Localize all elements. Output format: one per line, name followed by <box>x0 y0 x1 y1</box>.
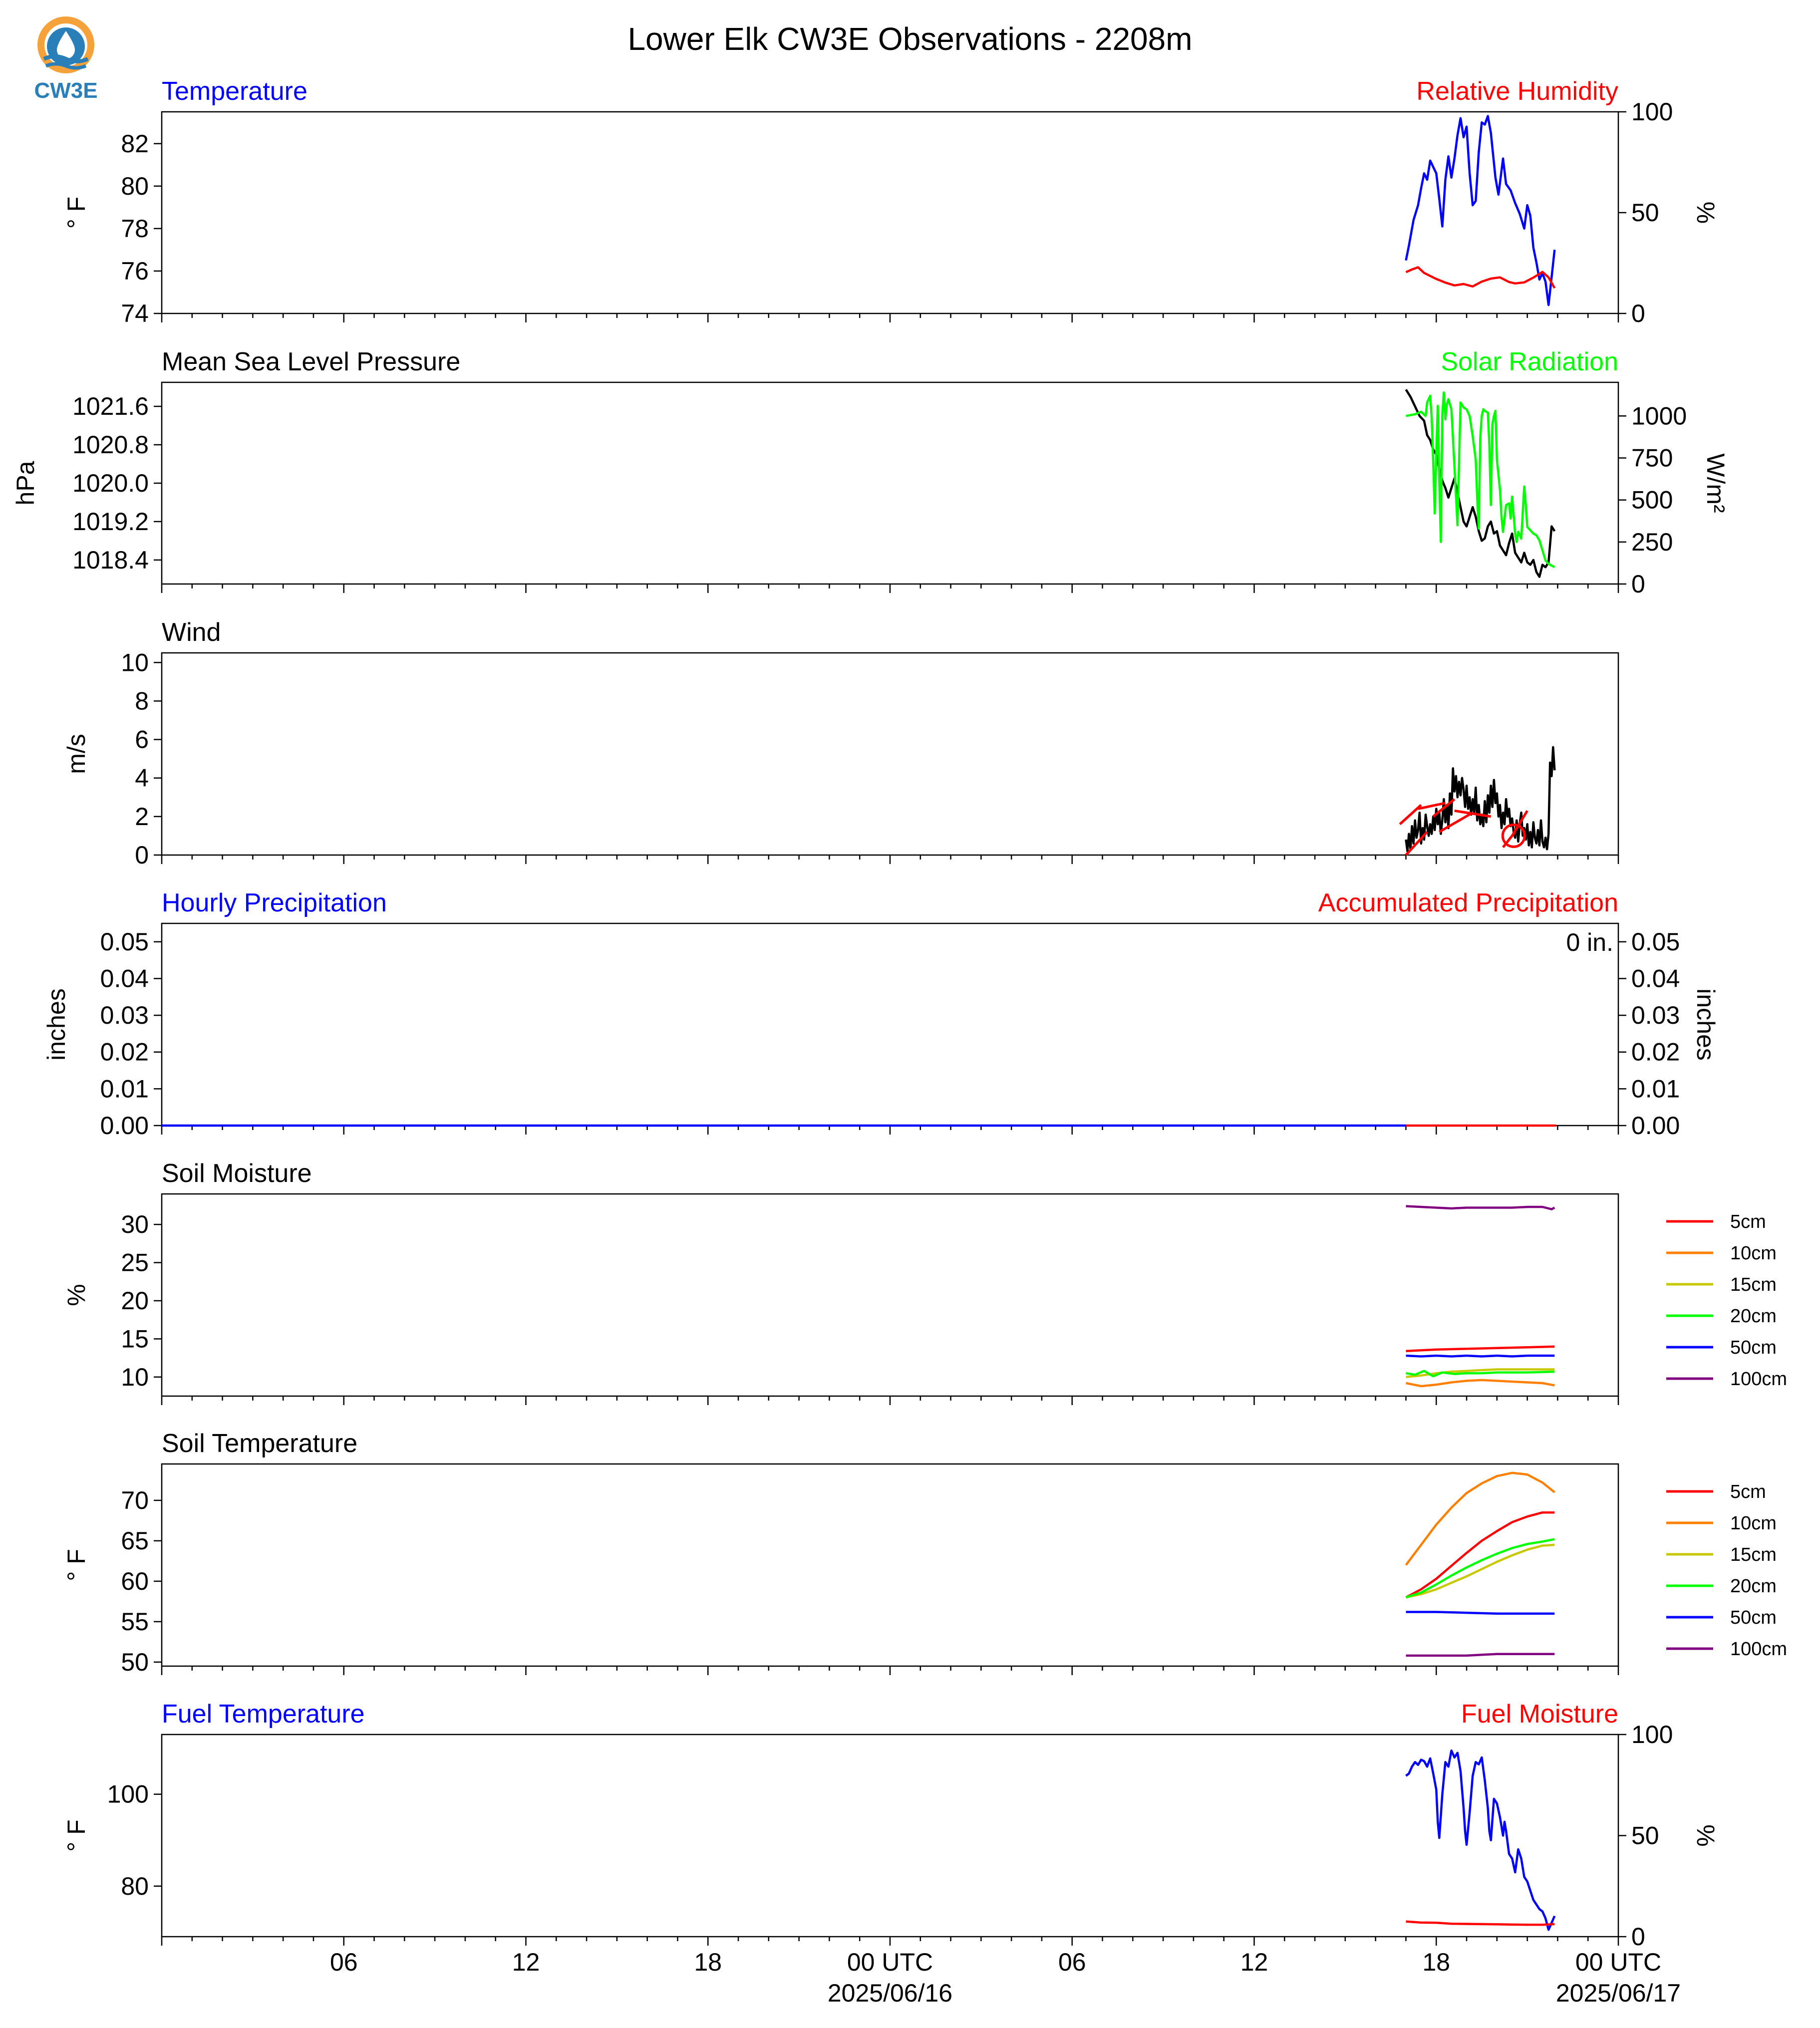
y2-axis-label: W/m² <box>1702 453 1730 513</box>
panel-right-title: Solar Radiation <box>1441 347 1618 376</box>
x-date-label: 2025/06/16 <box>827 1979 953 2007</box>
plot-frame <box>162 653 1618 855</box>
y2-tick-label: 750 <box>1631 444 1673 472</box>
y2-tick-label: 0.03 <box>1631 1001 1680 1030</box>
legend-label-50cm: 50cm <box>1730 1607 1777 1628</box>
wind-barb <box>1418 803 1446 809</box>
x-tick-label: 00 UTC <box>1575 1948 1662 1976</box>
y2-tick-label: 250 <box>1631 528 1673 556</box>
time-axis <box>330 1948 1681 2007</box>
series-line-0 <box>1406 1750 1555 1930</box>
panel-pressure_solar <box>11 347 1730 598</box>
y-tick-label: 1020.8 <box>72 431 149 459</box>
y2-tick-label: 50 <box>1631 199 1659 227</box>
figure-title: Lower Elk CW3E Observations - 2208m <box>627 21 1193 57</box>
y-tick-label: 1020.0 <box>72 469 149 497</box>
series-line-5cm <box>1406 1512 1555 1597</box>
y2-tick-label: 500 <box>1631 486 1673 514</box>
plot-frame <box>162 382 1618 584</box>
legend-label-15cm: 15cm <box>1730 1544 1777 1565</box>
legend-label-50cm: 50cm <box>1730 1337 1777 1358</box>
logo-text: CW3E <box>34 78 98 103</box>
panel-left-title: Temperature <box>162 77 307 106</box>
panel-wind <box>62 618 1618 869</box>
panel-right-title: Relative Humidity <box>1416 77 1618 106</box>
panel-right-title: Accumulated Precipitation <box>1318 888 1618 917</box>
panels <box>11 77 1787 1951</box>
y-tick-label: 10 <box>121 1363 149 1391</box>
series-line-1 <box>1406 1922 1555 1925</box>
panel-temp_rh <box>62 77 1720 327</box>
y-tick-label: 0.04 <box>100 964 149 993</box>
y2-tick-label: 100 <box>1631 98 1673 126</box>
y-tick-label: 1019.2 <box>72 507 149 536</box>
y-tick-label: 25 <box>121 1248 149 1277</box>
y-tick-label: 50 <box>121 1648 149 1676</box>
legend-label-10cm: 10cm <box>1730 1513 1777 1534</box>
y-tick-label: 2 <box>135 802 149 831</box>
y-tick-label: 0.03 <box>100 1001 149 1030</box>
y-tick-label: 100 <box>107 1780 149 1808</box>
legend-label-5cm: 5cm <box>1730 1481 1766 1502</box>
panel-fuel <box>62 1700 1720 1951</box>
y-tick-label: 80 <box>121 172 149 200</box>
y-tick-label: 78 <box>121 214 149 243</box>
y-tick-label: 8 <box>135 687 149 715</box>
y2-axis-label: % <box>1692 1824 1720 1847</box>
y2-tick-label: 0.00 <box>1631 1112 1680 1140</box>
series-line-100cm <box>1406 1654 1555 1656</box>
y-tick-label: 0.05 <box>100 927 149 956</box>
panel-left-title: Wind <box>162 618 221 647</box>
x-tick-label: 06 <box>329 1948 358 1976</box>
y-tick-label: 74 <box>121 299 149 327</box>
panel-left-title: Fuel Temperature <box>162 1700 365 1729</box>
y2-tick-label: 0 <box>1631 299 1645 327</box>
y2-axis-label: inches <box>1692 988 1720 1061</box>
plot-frame <box>162 112 1618 313</box>
y2-tick-label: 0.04 <box>1631 964 1680 993</box>
plot-frame <box>162 923 1618 1126</box>
y-axis-label: ° F <box>62 1819 90 1852</box>
y-axis-label: m/s <box>62 734 90 774</box>
series-line-0 <box>1406 747 1555 851</box>
legend-label-100cm: 100cm <box>1730 1369 1788 1390</box>
y-tick-label: 0.00 <box>100 1112 149 1140</box>
panel-soil_moisture <box>62 1159 1787 1405</box>
y2-tick-label: 0.01 <box>1631 1075 1680 1103</box>
series-line-0 <box>1406 116 1555 305</box>
plot-frame <box>162 1464 1618 1666</box>
legend <box>1666 1481 1787 1660</box>
y-tick-label: 70 <box>121 1486 149 1514</box>
y-tick-label: 65 <box>121 1526 149 1555</box>
y-tick-label: 82 <box>121 129 149 158</box>
y-tick-label: 80 <box>121 1872 149 1900</box>
plot-frame <box>162 1194 1618 1396</box>
y-axis-label: ° F <box>62 1549 90 1581</box>
y-tick-label: 60 <box>121 1567 149 1595</box>
x-tick-label: 00 UTC <box>847 1948 933 1976</box>
y2-tick-label: 50 <box>1631 1821 1659 1850</box>
legend <box>1666 1211 1787 1390</box>
series-line-5cm <box>1406 1347 1555 1351</box>
y-tick-label: 0.01 <box>100 1075 149 1103</box>
legend-label-10cm: 10cm <box>1730 1243 1777 1264</box>
y-axis-label: ° F <box>62 196 90 229</box>
y-tick-label: 0 <box>135 841 149 869</box>
series-line-50cm <box>1406 1612 1555 1614</box>
series-line-1 <box>1406 392 1555 567</box>
x-tick-label: 18 <box>694 1948 722 1976</box>
y2-tick-label: 0 <box>1631 1923 1645 1951</box>
y-tick-label: 1018.4 <box>72 546 149 574</box>
y2-tick-label: 100 <box>1631 1721 1673 1748</box>
series-line-10cm <box>1406 1473 1555 1565</box>
legend-label-15cm: 15cm <box>1730 1274 1777 1295</box>
panel-precip <box>42 888 1720 1140</box>
y-axis-label: inches <box>42 988 70 1061</box>
y-tick-label: 15 <box>121 1325 149 1353</box>
y-tick-label: 20 <box>121 1286 149 1315</box>
y-tick-label: 76 <box>121 257 149 285</box>
y-tick-label: 1021.6 <box>72 392 149 421</box>
x-date-label: 2025/06/17 <box>1555 1979 1681 2007</box>
y2-axis-label: % <box>1692 201 1720 224</box>
y2-tick-label: 1000 <box>1631 402 1687 430</box>
x-tick-label: 06 <box>1058 1948 1086 1976</box>
panel-soil_temp <box>62 1429 1787 1676</box>
series-line-100cm <box>1406 1206 1555 1209</box>
legend-label-20cm: 20cm <box>1730 1576 1777 1597</box>
x-tick-label: 18 <box>1422 1948 1451 1976</box>
precip-total-annotation: 0 in. <box>1566 928 1613 956</box>
panel-left-title: Hourly Precipitation <box>162 888 387 917</box>
plot-frame <box>162 1735 1618 1937</box>
y-tick-label: 0.02 <box>100 1038 149 1066</box>
x-tick-label: 12 <box>1240 1948 1268 1976</box>
legend-label-100cm: 100cm <box>1730 1639 1788 1660</box>
y-axis-label: % <box>62 1284 90 1306</box>
panel-left-title: Soil Temperature <box>162 1429 358 1458</box>
panel-left-title: Soil Moisture <box>162 1159 312 1188</box>
y2-tick-label: 0 <box>1631 570 1645 598</box>
legend-label-20cm: 20cm <box>1730 1306 1777 1327</box>
y-axis-label: hPa <box>11 461 39 506</box>
legend-label-5cm: 5cm <box>1730 1211 1766 1232</box>
cw3e-logo <box>34 20 97 103</box>
y2-tick-label: 0.05 <box>1631 927 1680 956</box>
y-tick-label: 6 <box>135 725 149 754</box>
series-line-50cm <box>1406 1356 1555 1357</box>
y-tick-label: 10 <box>121 648 149 677</box>
series-line-1 <box>1406 268 1555 289</box>
panel-right-title: Fuel Moisture <box>1461 1700 1618 1729</box>
x-tick-label: 12 <box>512 1948 540 1976</box>
series-line-10cm <box>1406 1380 1555 1386</box>
y-tick-label: 55 <box>121 1607 149 1636</box>
y-tick-label: 4 <box>135 764 149 792</box>
y2-tick-label: 0.02 <box>1631 1038 1680 1066</box>
panel-left-title: Mean Sea Level Pressure <box>162 347 461 376</box>
y-tick-label: 30 <box>121 1210 149 1239</box>
